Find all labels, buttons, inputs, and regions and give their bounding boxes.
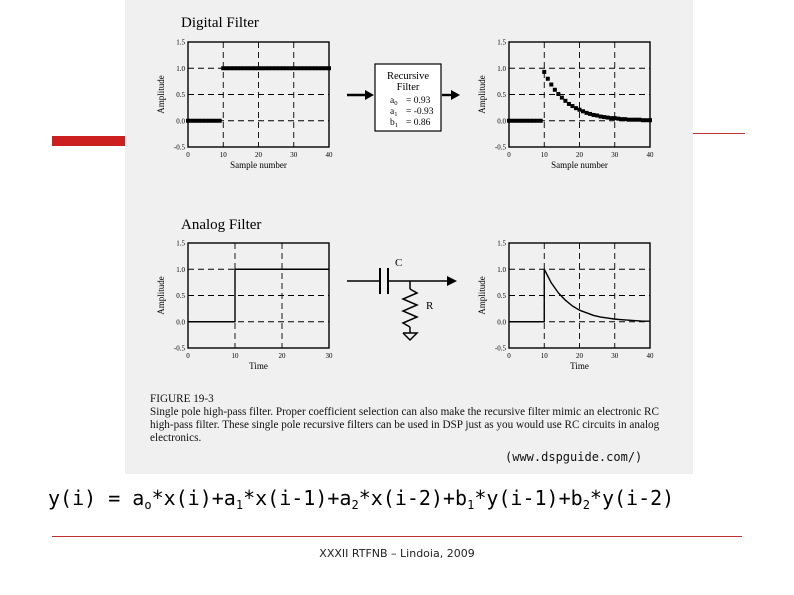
y-tick-label: 1.5 bbox=[497, 38, 506, 47]
data-point bbox=[528, 119, 532, 123]
analog-filter-title: Analog Filter bbox=[181, 217, 262, 233]
data-point bbox=[542, 70, 546, 74]
x-tick-label: 0 bbox=[186, 352, 190, 360]
footer: XXXII RTFNB – Lindoia, 2009 bbox=[319, 547, 475, 560]
filter-box-title-line1: Recursive bbox=[387, 71, 429, 82]
data-point bbox=[225, 66, 229, 70]
y-axis-label: Amplitude bbox=[477, 276, 487, 315]
y-tick-label: 0.0 bbox=[176, 117, 185, 126]
data-point bbox=[267, 66, 271, 70]
x-tick-label: 20 bbox=[576, 151, 583, 159]
data-point bbox=[644, 118, 648, 122]
data-point bbox=[264, 66, 268, 70]
data-point bbox=[285, 66, 289, 70]
coef-a0-label: $a_0$ bbox=[390, 96, 398, 107]
data-point bbox=[553, 88, 557, 92]
coef-b1-value: = 0.86 bbox=[406, 118, 431, 128]
data-point bbox=[186, 119, 190, 123]
y-tick-label: 0.5 bbox=[176, 292, 185, 300]
data-point bbox=[239, 66, 243, 70]
digital-output-chart bbox=[477, 39, 654, 171]
data-point bbox=[634, 118, 638, 122]
data-point bbox=[232, 66, 236, 70]
y-axis-label: Amplitude bbox=[156, 75, 166, 114]
data-point bbox=[218, 119, 222, 123]
accent-line bbox=[690, 133, 745, 134]
resistor-label: R bbox=[426, 300, 434, 312]
data-point bbox=[271, 66, 275, 70]
data-point bbox=[197, 119, 201, 123]
y-tick-label: 1.5 bbox=[497, 239, 506, 248]
data-point bbox=[204, 119, 208, 123]
data-point bbox=[616, 117, 620, 121]
data-point bbox=[278, 66, 282, 70]
data-point bbox=[221, 66, 225, 70]
data-point bbox=[581, 109, 585, 113]
data-point bbox=[211, 119, 215, 123]
x-tick-label: 30 bbox=[611, 352, 619, 360]
data-point bbox=[306, 66, 310, 70]
data-point bbox=[190, 119, 194, 123]
data-point bbox=[574, 106, 578, 110]
data-point bbox=[235, 66, 239, 70]
analog-input-chart bbox=[156, 240, 333, 372]
data-point bbox=[257, 66, 261, 70]
accent-bar bbox=[52, 136, 132, 146]
x-tick-label: 10 bbox=[231, 352, 239, 360]
data-point bbox=[316, 66, 320, 70]
data-point bbox=[546, 77, 550, 81]
data-point bbox=[302, 66, 306, 70]
x-axis-label: Time bbox=[249, 361, 268, 371]
data-point bbox=[320, 66, 324, 70]
figure-caption bbox=[150, 393, 680, 445]
y-tick-label: 0.5 bbox=[176, 91, 185, 99]
data-point bbox=[309, 66, 313, 70]
data-point bbox=[539, 119, 543, 123]
data-point bbox=[613, 116, 617, 120]
recursive-filter-box bbox=[375, 64, 441, 131]
data-point bbox=[511, 119, 515, 123]
data-point bbox=[521, 119, 525, 123]
x-tick-label: 10 bbox=[540, 352, 548, 360]
data-point bbox=[556, 92, 560, 96]
data-point bbox=[507, 119, 511, 123]
ground-symbol bbox=[403, 333, 417, 340]
data-point bbox=[549, 83, 553, 87]
x-tick-label: 40 bbox=[646, 151, 654, 159]
data-point bbox=[570, 104, 574, 108]
y-tick-label: 1.0 bbox=[497, 64, 506, 73]
data-point bbox=[623, 117, 627, 121]
data-point bbox=[249, 66, 253, 70]
data-point bbox=[602, 115, 606, 119]
y-tick-label: 0.0 bbox=[497, 318, 506, 327]
data-point bbox=[200, 119, 204, 123]
y-tick-label: 0.5 bbox=[497, 91, 506, 99]
data-point bbox=[292, 66, 296, 70]
data-point bbox=[525, 119, 529, 123]
data-point bbox=[585, 111, 589, 115]
data-point bbox=[514, 119, 518, 123]
arrow-in-head bbox=[365, 90, 374, 100]
data-point bbox=[193, 119, 197, 123]
x-tick-label: 20 bbox=[278, 352, 286, 360]
circuit-arrow-head bbox=[447, 276, 457, 286]
resistor-zigzag bbox=[403, 289, 417, 327]
x-axis-label: Sample number bbox=[230, 160, 287, 170]
data-point bbox=[518, 119, 522, 123]
figure-label: FIGURE 19-3 bbox=[150, 393, 214, 405]
x-tick-label: 30 bbox=[325, 352, 333, 360]
x-tick-label: 10 bbox=[540, 151, 548, 159]
x-tick-label: 40 bbox=[325, 151, 333, 159]
x-axis-label: Time bbox=[570, 361, 589, 371]
y-tick-label: 1.0 bbox=[497, 265, 506, 274]
data-point bbox=[253, 66, 257, 70]
data-point bbox=[630, 118, 634, 122]
y-axis-label: Amplitude bbox=[156, 276, 166, 315]
x-tick-label: 20 bbox=[255, 151, 262, 159]
capacitor-label: C bbox=[395, 257, 403, 269]
caption-text: Single pole high-pass filter. Proper coefficient selection can also make the recursive filter mimic an electronic RC high-pass filter. These single pole recursive filters can be used in DSP just as you would use RC circuits in analog electronics. bbox=[150, 406, 660, 444]
y-tick-label: -0.5 bbox=[494, 344, 506, 353]
x-tick-label: 40 bbox=[646, 352, 654, 360]
data-point bbox=[323, 66, 327, 70]
y-tick-label: 1.0 bbox=[176, 265, 185, 274]
data-point bbox=[620, 117, 624, 121]
data-point bbox=[246, 66, 250, 70]
y-tick-label: 1.5 bbox=[176, 239, 185, 248]
y-tick-label: 0.0 bbox=[176, 318, 185, 327]
difference-equation: $y(i) = a_o*x(i)+a_1*x(i-1)+a_2*x(i-2)+b_1*y(i-1)+b_2*y(i-2)$ bbox=[48, 486, 675, 512]
coef-a1-value: = -0.93 bbox=[406, 107, 434, 117]
data-point bbox=[560, 96, 564, 100]
data-point bbox=[627, 118, 631, 122]
y-tick-label: 1.5 bbox=[176, 38, 185, 47]
x-tick-label: 30 bbox=[611, 151, 619, 159]
y-tick-label: -0.5 bbox=[173, 344, 185, 353]
x-tick-label: 30 bbox=[290, 151, 298, 159]
data-point bbox=[567, 102, 571, 106]
data-point bbox=[313, 66, 317, 70]
analog-output-chart bbox=[477, 240, 654, 372]
x-tick-label: 0 bbox=[507, 352, 511, 360]
rc-circuit bbox=[347, 268, 457, 340]
data-point bbox=[207, 119, 211, 123]
data-point bbox=[609, 116, 613, 120]
x-axis-label: Sample number bbox=[551, 160, 608, 170]
y-tick-label: -0.5 bbox=[173, 143, 185, 152]
x-tick-label: 20 bbox=[576, 352, 583, 360]
data-point bbox=[288, 66, 292, 70]
data-point bbox=[214, 119, 218, 123]
coef-a1-label: $a_1$ bbox=[390, 107, 398, 118]
y-tick-label: -0.5 bbox=[494, 143, 506, 152]
data-point bbox=[588, 112, 592, 116]
data-point bbox=[606, 116, 610, 120]
filter-box-title-line2: Filter bbox=[396, 82, 420, 93]
x-tick-label: 10 bbox=[219, 151, 227, 159]
data-point bbox=[563, 99, 567, 103]
data-point bbox=[242, 66, 246, 70]
y-tick-label: 0.5 bbox=[497, 292, 506, 300]
data-point bbox=[592, 113, 596, 117]
accent-line bbox=[52, 536, 742, 537]
data-point bbox=[599, 115, 603, 119]
x-tick-label: 0 bbox=[507, 151, 511, 159]
data-point bbox=[532, 119, 536, 123]
coef-b1-label: $b_1$ bbox=[390, 118, 398, 129]
data-point bbox=[327, 66, 331, 70]
data-point bbox=[595, 114, 599, 118]
data-point bbox=[641, 118, 645, 122]
x-tick-label: 0 bbox=[186, 151, 190, 159]
y-axis-label: Amplitude bbox=[477, 75, 487, 114]
y-tick-label: 0.0 bbox=[497, 117, 506, 126]
data-point bbox=[260, 66, 264, 70]
data-point bbox=[535, 119, 539, 123]
y-tick-label: 1.0 bbox=[176, 64, 185, 73]
data-point bbox=[295, 66, 299, 70]
data-point bbox=[228, 66, 232, 70]
data-point bbox=[578, 108, 582, 112]
data-point bbox=[648, 118, 652, 122]
figure-19-3 bbox=[125, 0, 693, 474]
arrow-out-head bbox=[451, 90, 460, 100]
data-point bbox=[299, 66, 303, 70]
digital-input-chart bbox=[156, 39, 333, 171]
coef-a0-value: = 0.93 bbox=[406, 96, 431, 106]
digital-filter-title: Digital Filter bbox=[181, 15, 259, 31]
data-point bbox=[281, 66, 285, 70]
data-point bbox=[274, 66, 278, 70]
data-point bbox=[637, 118, 641, 122]
source-link[interactable]: (www.dspguide.com/) bbox=[505, 450, 643, 464]
